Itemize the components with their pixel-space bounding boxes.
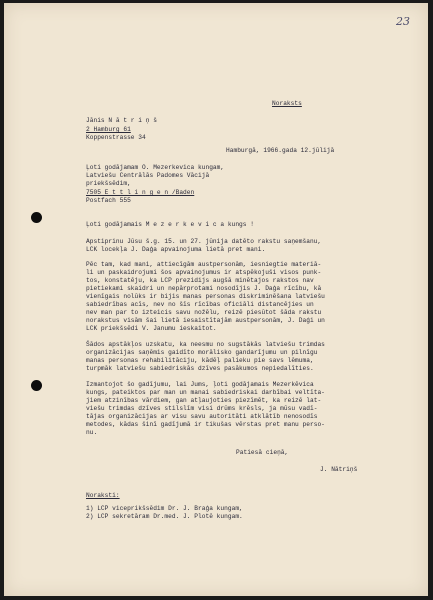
copy-item: 1) LCP viceprikšsēdim Dr. J. Braģa kungam, <box>86 505 243 512</box>
recipient-line-2: Latviešu Centrālās Padomes Vācijā <box>86 172 210 179</box>
page-number: 23 <box>396 15 410 28</box>
body-line: vienīgais nolūks ir bijis manas personas diskriminēšana latviešu <box>86 293 325 300</box>
body-line: Pēc tam, kad mani, attiecīgām austpersonām, iesniegtie materiā- <box>86 261 322 268</box>
body-line: sabiedrības acīs, nev no šīs rīcības oficiāli distancējies un <box>86 301 314 308</box>
recipient-line-3: priekšsēdim, <box>86 180 131 187</box>
recipient-line-4: 7505 E t t l i n g e n /Baden <box>86 189 195 196</box>
place-date: Hamburgā, 1966.gada 12.jūlijā <box>226 147 335 154</box>
body-line: Izmantojot šo gadījumu, lai Jums, ļoti godājamais Mezerkēvica <box>86 381 314 388</box>
body-line: metodes, kādas šinī gadījumā ir tikušas vērstas pret manu perso- <box>86 421 325 428</box>
recipient-line-5: Postfach 555 <box>86 197 131 204</box>
body-line: kungs, pateiktos par man un manai sabiedriskai darbībai veltīta- <box>86 389 325 396</box>
document-page <box>4 3 428 596</box>
body-line: organizācijas saņēmis gaidīto morālisko gandarījumu un pilnīgu <box>86 349 318 356</box>
body-line: nev man par to izteicis savu nožēlu, reizē piesūtot šāda rakstu <box>86 309 322 316</box>
copy-label: Noraksts <box>272 100 302 107</box>
body-line: tājas organizācijas ar visu savu autoritāti atklātīb nenosodīs <box>86 413 318 420</box>
recipient-line-1: Ļoti godājamam O. Mezerkevica kungam, <box>86 164 225 171</box>
copies-heading: Noraksti: <box>86 492 120 499</box>
body-line: tos, konstatēju, ka LCP prezidijs augšā minētajos rakstos nav <box>86 277 314 284</box>
sender-street: Koppenstrasse 34 <box>86 134 146 141</box>
body-line: LCK locekļa J. Daģa apvainojuma lietā pret mani. <box>86 246 266 253</box>
body-line: li un paskaidrojumi šos apvainojumus ir atspēkojuši visos punk- <box>86 269 322 276</box>
body-line: LCK priekšsēdi V. Janumu ieskaitot. <box>86 325 217 332</box>
body-line: Šādos apstākļos uzskatu, ka neesmu no sugstākās latviešu trimdas <box>86 341 325 348</box>
body-line: Apstiprinu Jūsu š.g. 15. un 27. jūnija datēto rakstu saņemšanu, <box>86 238 322 245</box>
body-line: viešu trimdas dzīves stilslīm visi drūms krēsls, ja mūsu vadī- <box>86 405 318 412</box>
punch-hole <box>31 380 42 391</box>
body-line: norakstus visām šai lietā iesaistītajām austpersonām, J. Daģi un <box>86 317 325 324</box>
body-line: jiem atzinības vārdiem, gan atļaujoties piezīmēt, ka reizē lat- <box>86 397 322 404</box>
body-line: nu. <box>86 429 98 436</box>
sender-city: 2 Hamburg 61 <box>86 126 131 133</box>
body-line: manas personas rehabilitāciju, kādēļ palieku pie savs lēmuma, <box>86 357 314 364</box>
sender-name: Jānis N ā t r i ņ š <box>86 117 157 124</box>
body-line: pietiekami skaidri un nepārprotami nosodījis J. Daģa rīcību, kā <box>86 285 322 292</box>
signature: J. Nātriņš <box>320 466 358 473</box>
copy-item: 2) LCP sekretāram Dr.med. J. Plotē kungam. <box>86 513 243 520</box>
salutation: Ļoti godājamais M e z e r k e v i c a kungs ! <box>86 221 254 228</box>
closing: Patiesā cieņā, <box>236 449 289 456</box>
punch-hole <box>31 212 42 223</box>
body-line: turpmāk latviešu sabiedriskās dzīves pasākumos nepiedalīties. <box>86 365 314 372</box>
